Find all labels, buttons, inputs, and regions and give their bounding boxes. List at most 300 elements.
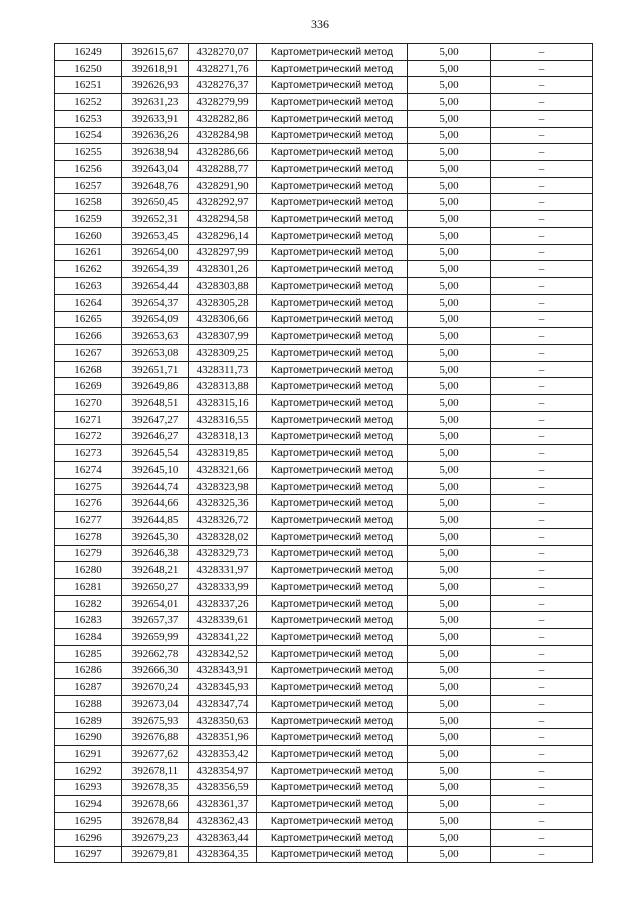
table-row: [55, 495, 593, 512]
y-coordinate-cell: 4328337,26: [189, 595, 257, 612]
table-row: [55, 311, 593, 328]
table-row: [55, 378, 593, 395]
table-row: [55, 428, 593, 445]
point-number-cell: 16276: [55, 495, 122, 512]
point-number-cell: 16287: [55, 679, 122, 696]
table-row: [55, 579, 593, 596]
note-cell: –: [491, 579, 593, 596]
note-cell: –: [491, 645, 593, 662]
x-coordinate-cell: 392646,38: [122, 545, 189, 562]
x-coordinate-cell: 392646,27: [122, 428, 189, 445]
method-cell: Картометрический метод: [257, 629, 408, 646]
table-row: [55, 344, 593, 361]
x-coordinate-cell: 392677,62: [122, 746, 189, 763]
method-cell: Картометрический метод: [257, 528, 408, 545]
accuracy-cell: 5,00: [408, 227, 491, 244]
method-cell: Картометрический метод: [257, 595, 408, 612]
method-cell: Картометрический метод: [257, 110, 408, 127]
note-cell: –: [491, 829, 593, 846]
x-coordinate-cell: 392679,81: [122, 846, 189, 863]
point-number-cell: 16271: [55, 411, 122, 428]
accuracy-cell: 5,00: [408, 110, 491, 127]
accuracy-cell: 5,00: [408, 328, 491, 345]
point-number-cell: 16258: [55, 194, 122, 211]
accuracy-cell: 5,00: [408, 77, 491, 94]
accuracy-cell: 5,00: [408, 512, 491, 529]
table-row: [55, 629, 593, 646]
x-coordinate-cell: 392678,66: [122, 796, 189, 813]
x-coordinate-cell: 392652,31: [122, 211, 189, 228]
table-row: [55, 612, 593, 629]
note-cell: –: [491, 261, 593, 278]
accuracy-cell: 5,00: [408, 395, 491, 412]
method-cell: Картометрический метод: [257, 161, 408, 178]
point-number-cell: 16253: [55, 110, 122, 127]
note-cell: –: [491, 512, 593, 529]
y-coordinate-cell: 4328361,37: [189, 796, 257, 813]
accuracy-cell: 5,00: [408, 562, 491, 579]
point-number-cell: 16295: [55, 813, 122, 830]
accuracy-cell: 5,00: [408, 528, 491, 545]
note-cell: –: [491, 227, 593, 244]
point-number-cell: 16279: [55, 545, 122, 562]
point-number-cell: 16260: [55, 227, 122, 244]
x-coordinate-cell: 392650,27: [122, 579, 189, 596]
method-cell: Картометрический метод: [257, 645, 408, 662]
method-cell: Картометрический метод: [257, 344, 408, 361]
method-cell: Картометрический метод: [257, 244, 408, 261]
note-cell: –: [491, 545, 593, 562]
accuracy-cell: 5,00: [408, 94, 491, 111]
table-row: [55, 545, 593, 562]
x-coordinate-cell: 392653,45: [122, 227, 189, 244]
y-coordinate-cell: 4328363,44: [189, 829, 257, 846]
accuracy-cell: 5,00: [408, 311, 491, 328]
coordinates-table-body: [55, 44, 593, 863]
y-coordinate-cell: 4328294,58: [189, 211, 257, 228]
table-row: [55, 244, 593, 261]
y-coordinate-cell: 4328288,77: [189, 161, 257, 178]
method-cell: Картометрический метод: [257, 94, 408, 111]
table-row: [55, 77, 593, 94]
y-coordinate-cell: 4328341,22: [189, 629, 257, 646]
table-row: [55, 645, 593, 662]
x-coordinate-cell: 392645,30: [122, 528, 189, 545]
x-coordinate-cell: 392647,27: [122, 411, 189, 428]
y-coordinate-cell: 4328356,59: [189, 779, 257, 796]
accuracy-cell: 5,00: [408, 545, 491, 562]
note-cell: –: [491, 161, 593, 178]
y-coordinate-cell: 4328291,90: [189, 177, 257, 194]
x-coordinate-cell: 392676,88: [122, 729, 189, 746]
note-cell: –: [491, 428, 593, 445]
method-cell: Картометрический метод: [257, 411, 408, 428]
method-cell: Картометрический метод: [257, 177, 408, 194]
method-cell: Картометрический метод: [257, 495, 408, 512]
table-row: [55, 227, 593, 244]
point-number-cell: 16274: [55, 461, 122, 478]
accuracy-cell: 5,00: [408, 211, 491, 228]
x-coordinate-cell: 392648,51: [122, 395, 189, 412]
point-number-cell: 16264: [55, 294, 122, 311]
table-row: [55, 161, 593, 178]
x-coordinate-cell: 392675,93: [122, 712, 189, 729]
note-cell: –: [491, 144, 593, 161]
note-cell: –: [491, 595, 593, 612]
method-cell: Картометрический метод: [257, 512, 408, 529]
y-coordinate-cell: 4328296,14: [189, 227, 257, 244]
x-coordinate-cell: 392678,84: [122, 813, 189, 830]
x-coordinate-cell: 392678,11: [122, 762, 189, 779]
method-cell: Картометрический метод: [257, 679, 408, 696]
y-coordinate-cell: 4328321,66: [189, 461, 257, 478]
y-coordinate-cell: 4328343,91: [189, 662, 257, 679]
method-cell: Картометрический метод: [257, 328, 408, 345]
point-number-cell: 16290: [55, 729, 122, 746]
table-row: [55, 177, 593, 194]
point-number-cell: 16293: [55, 779, 122, 796]
note-cell: –: [491, 311, 593, 328]
point-number-cell: 16262: [55, 261, 122, 278]
accuracy-cell: 5,00: [408, 762, 491, 779]
method-cell: Картометрический метод: [257, 278, 408, 295]
method-cell: Картометрический метод: [257, 579, 408, 596]
table-row: [55, 796, 593, 813]
note-cell: –: [491, 779, 593, 796]
y-coordinate-cell: 4328339,61: [189, 612, 257, 629]
method-cell: Картометрический метод: [257, 311, 408, 328]
note-cell: –: [491, 344, 593, 361]
accuracy-cell: 5,00: [408, 779, 491, 796]
method-cell: Картометрический метод: [257, 445, 408, 462]
accuracy-cell: 5,00: [408, 144, 491, 161]
method-cell: Картометрический метод: [257, 562, 408, 579]
x-coordinate-cell: 392645,54: [122, 445, 189, 462]
note-cell: –: [491, 528, 593, 545]
point-number-cell: 16292: [55, 762, 122, 779]
table-row: [55, 361, 593, 378]
x-coordinate-cell: 392615,67: [122, 44, 189, 61]
note-cell: –: [491, 796, 593, 813]
x-coordinate-cell: 392654,01: [122, 595, 189, 612]
x-coordinate-cell: 392633,91: [122, 110, 189, 127]
x-coordinate-cell: 392670,24: [122, 679, 189, 696]
point-number-cell: 16277: [55, 512, 122, 529]
method-cell: Картометрический метод: [257, 127, 408, 144]
point-number-cell: 16273: [55, 445, 122, 462]
x-coordinate-cell: 392651,71: [122, 361, 189, 378]
accuracy-cell: 5,00: [408, 662, 491, 679]
point-number-cell: 16288: [55, 696, 122, 713]
point-number-cell: 16252: [55, 94, 122, 111]
point-number-cell: 16269: [55, 378, 122, 395]
x-coordinate-cell: 392644,74: [122, 478, 189, 495]
method-cell: Картометрический метод: [257, 428, 408, 445]
point-number-cell: 16265: [55, 311, 122, 328]
method-cell: Картометрический метод: [257, 612, 408, 629]
method-cell: Картометрический метод: [257, 294, 408, 311]
accuracy-cell: 5,00: [408, 612, 491, 629]
accuracy-cell: 5,00: [408, 344, 491, 361]
y-coordinate-cell: 4328351,96: [189, 729, 257, 746]
method-cell: Картометрический метод: [257, 846, 408, 863]
accuracy-cell: 5,00: [408, 278, 491, 295]
table-row: [55, 411, 593, 428]
x-coordinate-cell: 392653,63: [122, 328, 189, 345]
note-cell: –: [491, 629, 593, 646]
method-cell: Картометрический метод: [257, 545, 408, 562]
y-coordinate-cell: 4328284,98: [189, 127, 257, 144]
x-coordinate-cell: 392653,08: [122, 344, 189, 361]
table-row: [55, 712, 593, 729]
note-cell: –: [491, 110, 593, 127]
note-cell: –: [491, 361, 593, 378]
point-number-cell: 16272: [55, 428, 122, 445]
note-cell: –: [491, 378, 593, 395]
table-row: [55, 846, 593, 863]
note-cell: –: [491, 495, 593, 512]
table-row: [55, 328, 593, 345]
x-coordinate-cell: 392654,37: [122, 294, 189, 311]
y-coordinate-cell: 4328342,52: [189, 645, 257, 662]
point-number-cell: 16289: [55, 712, 122, 729]
y-coordinate-cell: 4328345,93: [189, 679, 257, 696]
y-coordinate-cell: 4328282,86: [189, 110, 257, 127]
y-coordinate-cell: 4328318,13: [189, 428, 257, 445]
table-row: [55, 44, 593, 61]
method-cell: Картометрический метод: [257, 395, 408, 412]
note-cell: –: [491, 244, 593, 261]
y-coordinate-cell: 4328333,99: [189, 579, 257, 596]
accuracy-cell: 5,00: [408, 629, 491, 646]
y-coordinate-cell: 4328326,72: [189, 512, 257, 529]
note-cell: –: [491, 60, 593, 77]
table-row: [55, 729, 593, 746]
table-row: [55, 595, 593, 612]
y-coordinate-cell: 4328331,97: [189, 562, 257, 579]
accuracy-cell: 5,00: [408, 595, 491, 612]
x-coordinate-cell: 392638,94: [122, 144, 189, 161]
note-cell: –: [491, 846, 593, 863]
x-coordinate-cell: 392678,35: [122, 779, 189, 796]
y-coordinate-cell: 4328311,73: [189, 361, 257, 378]
table-row: [55, 746, 593, 763]
point-number-cell: 16278: [55, 528, 122, 545]
table-row: [55, 294, 593, 311]
accuracy-cell: 5,00: [408, 846, 491, 863]
note-cell: –: [491, 411, 593, 428]
accuracy-cell: 5,00: [408, 746, 491, 763]
note-cell: –: [491, 94, 593, 111]
accuracy-cell: 5,00: [408, 813, 491, 830]
note-cell: –: [491, 278, 593, 295]
accuracy-cell: 5,00: [408, 712, 491, 729]
y-coordinate-cell: 4328329,73: [189, 545, 257, 562]
note-cell: –: [491, 762, 593, 779]
note-cell: –: [491, 562, 593, 579]
y-coordinate-cell: 4328328,02: [189, 528, 257, 545]
note-cell: –: [491, 127, 593, 144]
point-number-cell: 16285: [55, 645, 122, 662]
y-coordinate-cell: 4328347,74: [189, 696, 257, 713]
note-cell: –: [491, 211, 593, 228]
y-coordinate-cell: 4328292,97: [189, 194, 257, 211]
point-number-cell: 16249: [55, 44, 122, 61]
point-number-cell: 16251: [55, 77, 122, 94]
accuracy-cell: 5,00: [408, 428, 491, 445]
method-cell: Картометрический метод: [257, 746, 408, 763]
y-coordinate-cell: 4328306,66: [189, 311, 257, 328]
table-row: [55, 94, 593, 111]
point-number-cell: 16255: [55, 144, 122, 161]
table-row: [55, 445, 593, 462]
table-row: [55, 512, 593, 529]
x-coordinate-cell: 392679,23: [122, 829, 189, 846]
accuracy-cell: 5,00: [408, 244, 491, 261]
method-cell: Картометрический метод: [257, 696, 408, 713]
x-coordinate-cell: 392649,86: [122, 378, 189, 395]
point-number-cell: 16281: [55, 579, 122, 596]
method-cell: Картометрический метод: [257, 211, 408, 228]
y-coordinate-cell: 4328301,26: [189, 261, 257, 278]
y-coordinate-cell: 4328297,99: [189, 244, 257, 261]
y-coordinate-cell: 4328354,97: [189, 762, 257, 779]
point-number-cell: 16286: [55, 662, 122, 679]
table-row: [55, 278, 593, 295]
method-cell: Картометрический метод: [257, 796, 408, 813]
y-coordinate-cell: 4328315,16: [189, 395, 257, 412]
note-cell: –: [491, 746, 593, 763]
point-number-cell: 16250: [55, 60, 122, 77]
point-number-cell: 16296: [55, 829, 122, 846]
accuracy-cell: 5,00: [408, 378, 491, 395]
note-cell: –: [491, 478, 593, 495]
table-row: [55, 562, 593, 579]
table-row: [55, 662, 593, 679]
point-number-cell: 16282: [55, 595, 122, 612]
note-cell: –: [491, 712, 593, 729]
point-number-cell: 16280: [55, 562, 122, 579]
y-coordinate-cell: 4328350,63: [189, 712, 257, 729]
y-coordinate-cell: 4328305,28: [189, 294, 257, 311]
table-row: [55, 762, 593, 779]
x-coordinate-cell: 392645,10: [122, 461, 189, 478]
note-cell: –: [491, 612, 593, 629]
table-row: [55, 110, 593, 127]
point-number-cell: 16294: [55, 796, 122, 813]
accuracy-cell: 5,00: [408, 495, 491, 512]
x-coordinate-cell: 392644,85: [122, 512, 189, 529]
x-coordinate-cell: 392654,00: [122, 244, 189, 261]
method-cell: Картометрический метод: [257, 829, 408, 846]
method-cell: Картометрический метод: [257, 227, 408, 244]
note-cell: –: [491, 696, 593, 713]
method-cell: Картометрический метод: [257, 461, 408, 478]
point-number-cell: 16268: [55, 361, 122, 378]
accuracy-cell: 5,00: [408, 461, 491, 478]
y-coordinate-cell: 4328313,88: [189, 378, 257, 395]
method-cell: Картометрический метод: [257, 729, 408, 746]
method-cell: Картометрический метод: [257, 261, 408, 278]
table-row: [55, 261, 593, 278]
note-cell: –: [491, 461, 593, 478]
x-coordinate-cell: 392673,04: [122, 696, 189, 713]
note-cell: –: [491, 77, 593, 94]
table-row: [55, 461, 593, 478]
accuracy-cell: 5,00: [408, 177, 491, 194]
y-coordinate-cell: 4328270,07: [189, 44, 257, 61]
note-cell: –: [491, 328, 593, 345]
y-coordinate-cell: 4328279,99: [189, 94, 257, 111]
method-cell: Картометрический метод: [257, 779, 408, 796]
point-number-cell: 16270: [55, 395, 122, 412]
accuracy-cell: 5,00: [408, 60, 491, 77]
y-coordinate-cell: 4328362,43: [189, 813, 257, 830]
table-row: [55, 829, 593, 846]
method-cell: Картометрический метод: [257, 194, 408, 211]
note-cell: –: [491, 294, 593, 311]
table-row: [55, 194, 593, 211]
point-number-cell: 16283: [55, 612, 122, 629]
y-coordinate-cell: 4328323,98: [189, 478, 257, 495]
note-cell: –: [491, 662, 593, 679]
y-coordinate-cell: 4328364,35: [189, 846, 257, 863]
accuracy-cell: 5,00: [408, 729, 491, 746]
table-row: [55, 478, 593, 495]
note-cell: –: [491, 194, 593, 211]
note-cell: –: [491, 395, 593, 412]
accuracy-cell: 5,00: [408, 645, 491, 662]
y-coordinate-cell: 4328316,55: [189, 411, 257, 428]
accuracy-cell: 5,00: [408, 829, 491, 846]
point-number-cell: 16267: [55, 344, 122, 361]
y-coordinate-cell: 4328319,85: [189, 445, 257, 462]
table-row: [55, 395, 593, 412]
note-cell: –: [491, 813, 593, 830]
accuracy-cell: 5,00: [408, 194, 491, 211]
x-coordinate-cell: 392662,78: [122, 645, 189, 662]
table-row: [55, 779, 593, 796]
point-number-cell: 16257: [55, 177, 122, 194]
method-cell: Картометрический метод: [257, 712, 408, 729]
x-coordinate-cell: 392648,21: [122, 562, 189, 579]
method-cell: Картометрический метод: [257, 77, 408, 94]
x-coordinate-cell: 392659,99: [122, 629, 189, 646]
method-cell: Картометрический метод: [257, 44, 408, 61]
note-cell: –: [491, 729, 593, 746]
accuracy-cell: 5,00: [408, 44, 491, 61]
point-number-cell: 16284: [55, 629, 122, 646]
accuracy-cell: 5,00: [408, 411, 491, 428]
method-cell: Картометрический метод: [257, 361, 408, 378]
accuracy-cell: 5,00: [408, 796, 491, 813]
point-number-cell: 16266: [55, 328, 122, 345]
accuracy-cell: 5,00: [408, 579, 491, 596]
page-number: 336: [311, 17, 329, 31]
method-cell: Картометрический метод: [257, 662, 408, 679]
accuracy-cell: 5,00: [408, 679, 491, 696]
table-row: [55, 127, 593, 144]
note-cell: –: [491, 445, 593, 462]
x-coordinate-cell: 392631,23: [122, 94, 189, 111]
accuracy-cell: 5,00: [408, 161, 491, 178]
x-coordinate-cell: 392626,93: [122, 77, 189, 94]
table-row: [55, 679, 593, 696]
y-coordinate-cell: 4328276,37: [189, 77, 257, 94]
y-coordinate-cell: 4328309,25: [189, 344, 257, 361]
point-number-cell: 16291: [55, 746, 122, 763]
x-coordinate-cell: 392650,45: [122, 194, 189, 211]
